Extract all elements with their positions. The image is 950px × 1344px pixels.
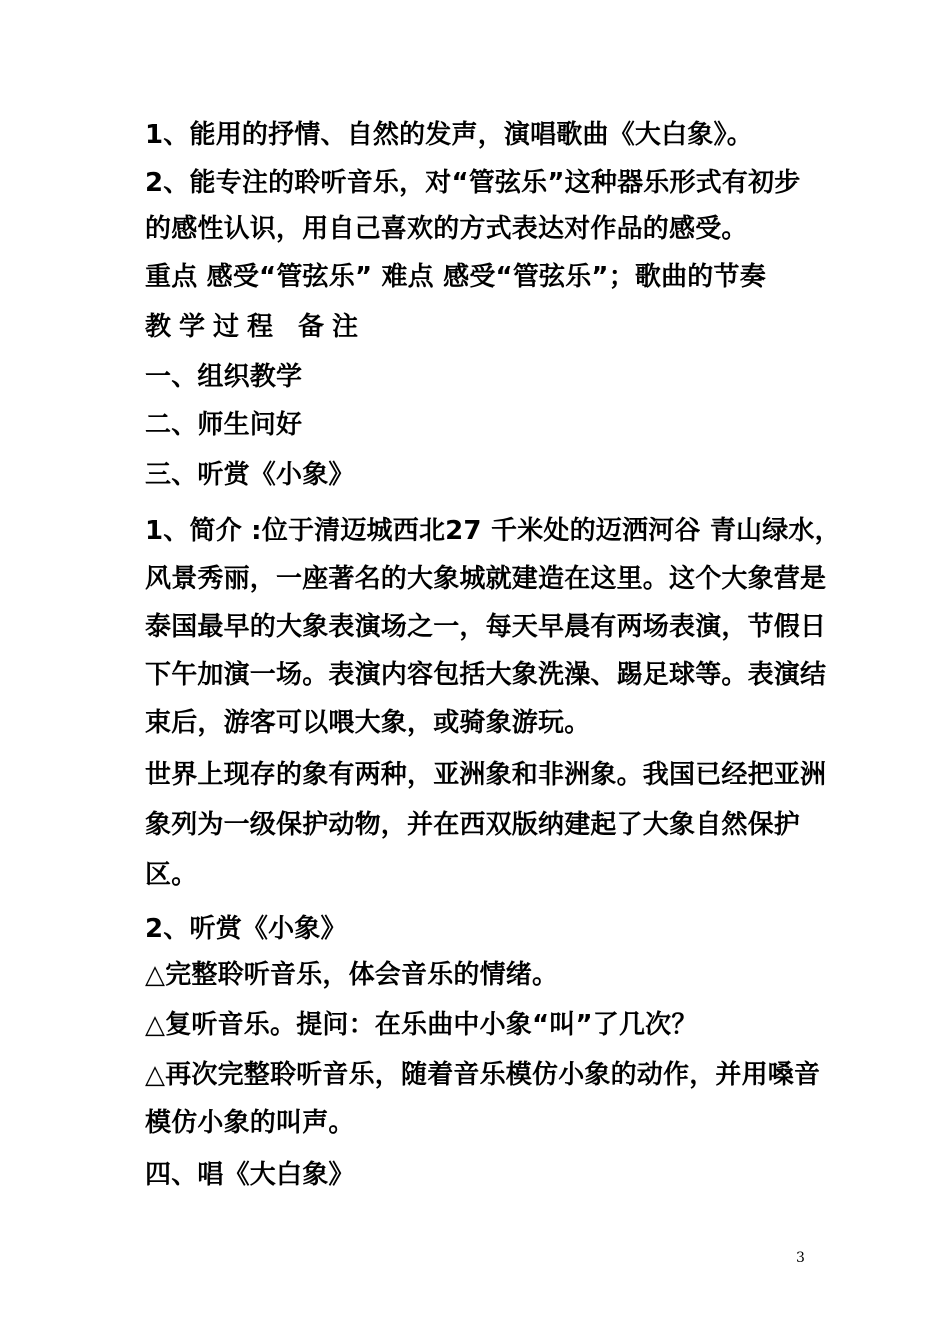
key-points: 重点 感受“管弦乐” 难点 感受“管弦乐”；歌曲的节奏	[145, 262, 766, 292]
intro-line-1: 1、简介 :位于清迈城西北27 千米处的迈洒河谷 青山绿水，	[145, 516, 841, 546]
intro-line-5: 束后，游客可以喂大象，或骑象游玩。	[145, 708, 591, 738]
section-3-heading: 三、听赏《小象》	[145, 460, 355, 490]
elephant-paragraph-line-2: 象列为一级保护动物，并在西双版纳建起了大象自然保护	[145, 810, 801, 840]
elephant-paragraph-line-1: 世界上现存的象有两种，亚洲象和非洲象。我国已经把亚洲	[145, 760, 827, 790]
intro-line-3: 泰国最早的大象表演场之一，每天早晨有两场表演，节假日	[145, 612, 827, 642]
process-heading: 教学过程 备注	[145, 312, 367, 342]
section-4-heading: 四、唱《大白象》	[145, 1160, 355, 1190]
section-1-heading: 一、组织教学	[145, 362, 303, 392]
step-2: △复听音乐。提问：在乐曲中小象“叫”了几次？	[145, 1010, 698, 1040]
step-1: △完整聆听音乐，体会音乐的情绪。	[145, 960, 559, 990]
step-3-line-1: △再次完整聆听音乐，随着音乐模仿小象的动作，并用嗓音	[145, 1060, 821, 1090]
objective-1: 1、能用的抒情、自然的发声，演唱歌曲《大白象》。	[145, 120, 753, 150]
objective-2-line-1: 2、能专注的聆听音乐，对“管弦乐”这种器乐形式有初步	[145, 168, 801, 198]
intro-line-4: 下午加演一场。表演内容包括大象洗澡、踢足球等。表演结	[145, 660, 827, 690]
listen-heading: 2、听赏《小象》	[145, 914, 347, 944]
section-2-heading: 二、师生问好	[145, 410, 303, 440]
step-3-line-2: 模仿小象的叫声。	[145, 1108, 355, 1138]
intro-line-2: 风景秀丽，一座著名的大象城就建造在这里。这个大象营是	[145, 564, 827, 594]
page-number: 3	[796, 1250, 805, 1266]
objective-2-line-2: 的感性认识，用自己喜欢的方式表达对作品的感受。	[145, 214, 748, 244]
elephant-paragraph-line-3: 区。	[145, 860, 198, 890]
